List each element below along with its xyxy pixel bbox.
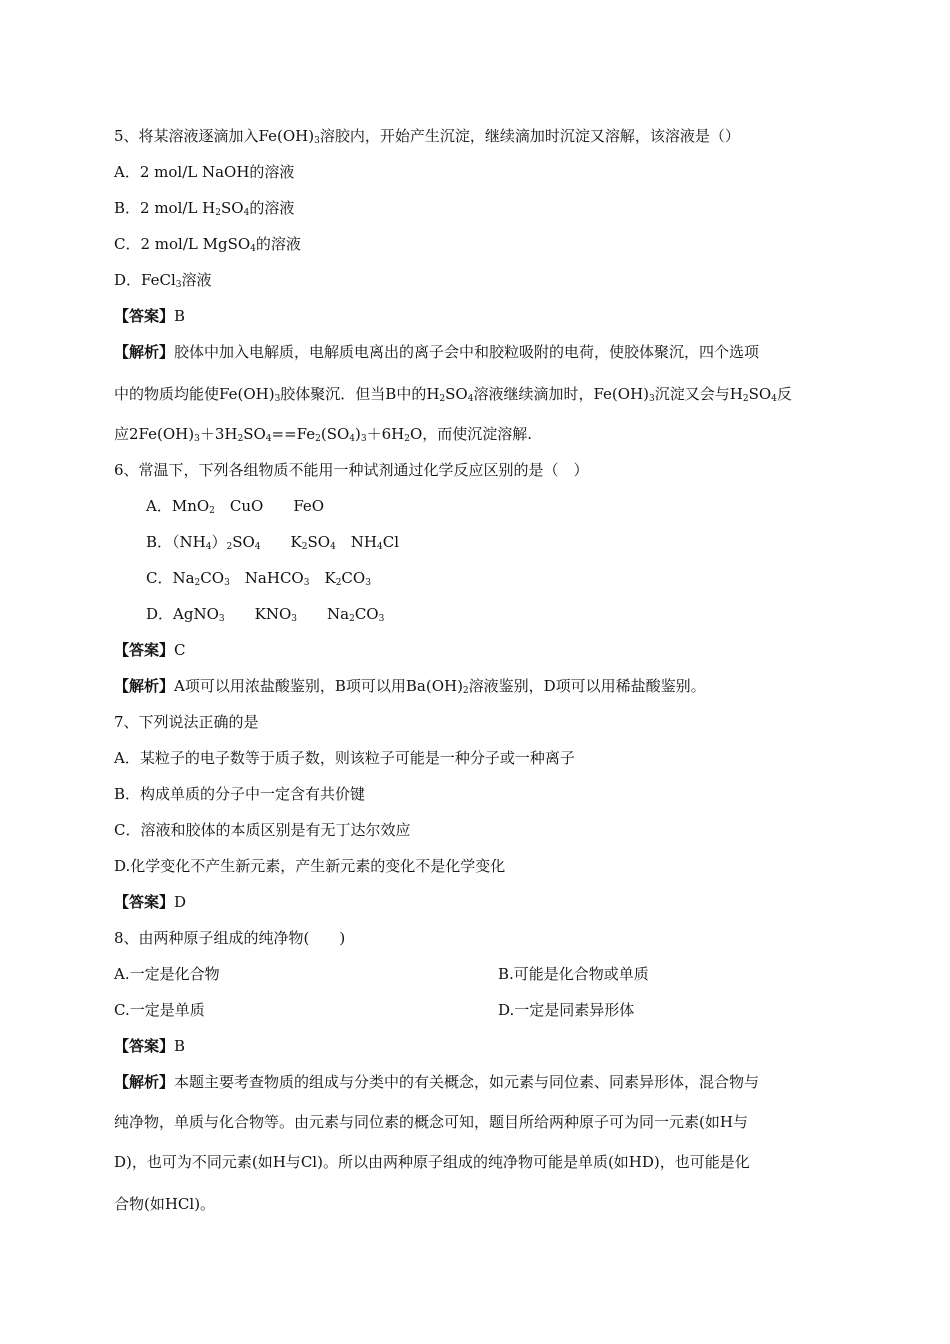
q7-answer: 【答案】D xyxy=(114,893,187,911)
q7-option-c: C．溶液和胶体的本质区别是有无丁达尔效应 xyxy=(114,821,411,839)
answer-tag: 【答案】 xyxy=(114,641,175,659)
q6-option-c: C．$Na_2CO_3$ NaHCO$_3$ $K_2CO_3$ xyxy=(146,569,371,588)
answer-tag: 【答案】 xyxy=(114,893,175,911)
q7-option-a: A．某粒子的电子数等于质子数，则该粒子可能是一种分子或一种离子 xyxy=(114,749,575,767)
q8-stem: 8、由两种原子组成的纯净物( ) xyxy=(114,929,346,947)
q6-option-b: B．$(NH_4)_2SO_4$ $K_2SO_4$ $NH_4Cl$ xyxy=(146,533,400,552)
q8-answer: 【答案】B xyxy=(114,1037,186,1055)
answer-tag: 【答案】 xyxy=(114,307,175,325)
q6-stem: 6、常温下，下列各组物质不能用一种试剂通过化学反应区别的是（ ） xyxy=(114,461,589,479)
q5-analysis-line-3: 应$2Fe(OH)_3+3H_2SO_4==Fe_2(SO_4)_3+6H_2O$，而使沉淀溶解. xyxy=(114,425,533,444)
q5-option-d: D．FeCl$_3$溶液 xyxy=(114,271,212,290)
q8-analysis-line-2: 纯净物，单质与化合物等。由元素与同位素的概念可知，题目所给两种原子可为同一元素(如H与 xyxy=(114,1113,748,1131)
answer-tag: 【答案】 xyxy=(114,1037,175,1055)
q5-analysis-line-2: 中的物质均能使$Fe(OH)_3$胶体聚沉．但当B中的$H_2SO_4$溶液继续滴加时，$Fe(OH)_3$沉淀又会与$H_2SO_4$反 xyxy=(114,385,792,404)
q8-option-d: D.一定是同素异形体 xyxy=(498,1001,635,1019)
q5-option-b: B．2 mol/L $H_2SO_4$的溶液 xyxy=(114,199,295,218)
q5-answer: 【答案】B xyxy=(114,307,186,325)
q7-stem: 7、下列说法正确的是 xyxy=(114,713,259,731)
analysis-tag: 【解析】 xyxy=(114,343,175,361)
analysis-tag: 【解析】 xyxy=(114,677,175,695)
q7-option-b: B．构成单质的分子中一定含有共价键 xyxy=(114,785,366,803)
q8-analysis-line-1: 【解析】本题主要考查物质的组成与分类中的有关概念，如元素与同位素、同素异形体，混合物与 xyxy=(114,1073,760,1091)
q6-option-a: A．MnO$_2$ CuO FeO xyxy=(146,497,325,516)
q6-option-d: D．AgNO$_3$ $KNO_3$ $Na_2CO_3$ xyxy=(146,605,385,624)
q8-option-b: B.可能是化合物或单质 xyxy=(498,965,649,983)
q5-option-c: C．2 mol/L MgSO$_4$的溶液 xyxy=(114,235,301,254)
q6-answer: 【答案】C xyxy=(114,641,186,659)
q8-analysis-line-3: D)，也可为不同元素(如H与Cl)。所以由两种原子组成的纯净物可能是单质(如HD)，也可能是化 xyxy=(114,1153,750,1171)
q8-option-a: A.一定是化合物 xyxy=(114,965,220,983)
q7-option-d: D.化学变化不产生新元素，产生新元素的变化不是化学变化 xyxy=(114,857,506,875)
q5-option-a: A．2 mol/L NaOH的溶液 xyxy=(114,163,295,181)
q8-analysis-line-4: 合物(如HCl)。 xyxy=(114,1195,216,1213)
q6-analysis: 【解析】A项可以用浓盐酸鉴别，B项可以用$Ba(OH)_2$溶液鉴别，D项可以用稀盐酸鉴别。 xyxy=(114,677,706,696)
q5-analysis-line-1: 【解析】胶体中加入电解质，电解质电离出的离子会中和胶粒吸附的电荷，使胶体聚沉，四个选项 xyxy=(114,343,760,361)
q5-stem: 5、将某溶液逐滴加入$Fe(OH)_3$溶胶内，开始产生沉淀，继续滴加时沉淀又溶解，该溶液是（） xyxy=(114,127,740,146)
analysis-tag: 【解析】 xyxy=(114,1073,175,1091)
q8-option-c: C.一定是单质 xyxy=(114,1001,205,1019)
